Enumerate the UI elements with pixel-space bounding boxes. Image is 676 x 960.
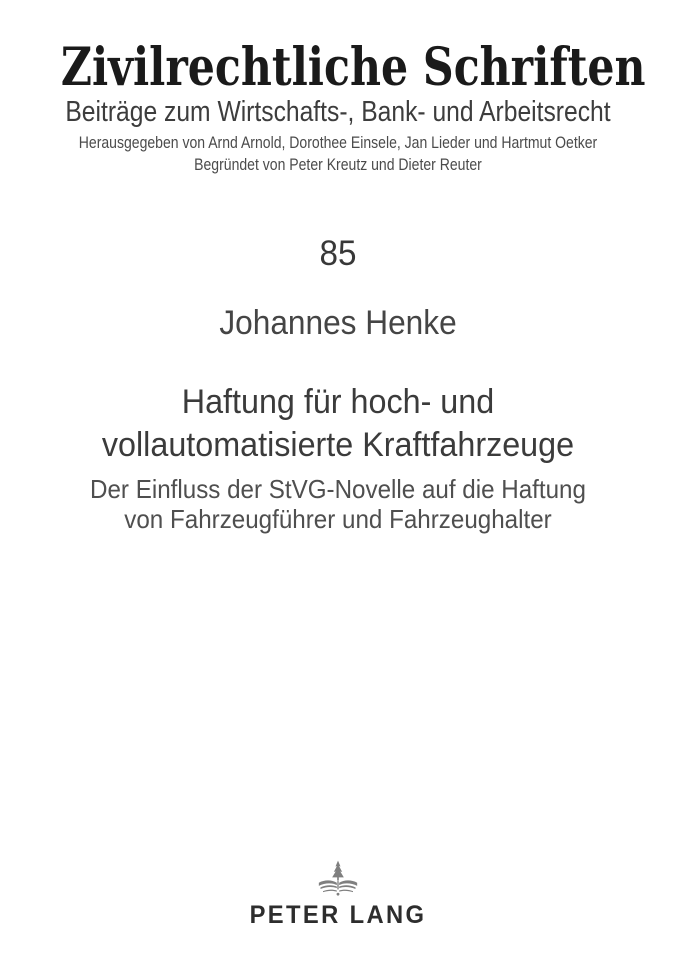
series-title: Zivilrechtliche Schriften — [60, 37, 646, 98]
author-name: Johannes Henke — [219, 304, 457, 342]
book-subtitle-line-2: von Fahrzeugführer und Fahrzeughalter — [124, 504, 552, 534]
book-subtitle-line-1: Der Einfluss der StVG-Novelle auf die Haftung — [90, 474, 586, 504]
series-editors-line: Herausgegeben von Arnd Arnold, Dorothee Einsele, Jan Lieder und Hartmut Oetker — [78, 134, 598, 152]
book-subtitle — [24, 474, 653, 534]
book-title-line-2: vollautomatisierte Kraftfahrzeuge — [101, 426, 575, 464]
volume-number: 85 — [319, 234, 357, 273]
publisher-logo-icon — [0, 858, 676, 905]
book-title — [17, 381, 659, 467]
publisher-name: PETER LANG — [249, 901, 427, 929]
series-subtitle: Beiträge zum Wirtschafts-, Bank- und Arbeitsrecht — [65, 96, 611, 128]
book-title-line-1: Haftung für hoch- und — [181, 383, 495, 421]
series-founders-line: Begründet von Peter Kreutz und Dieter Reuter — [194, 156, 482, 174]
